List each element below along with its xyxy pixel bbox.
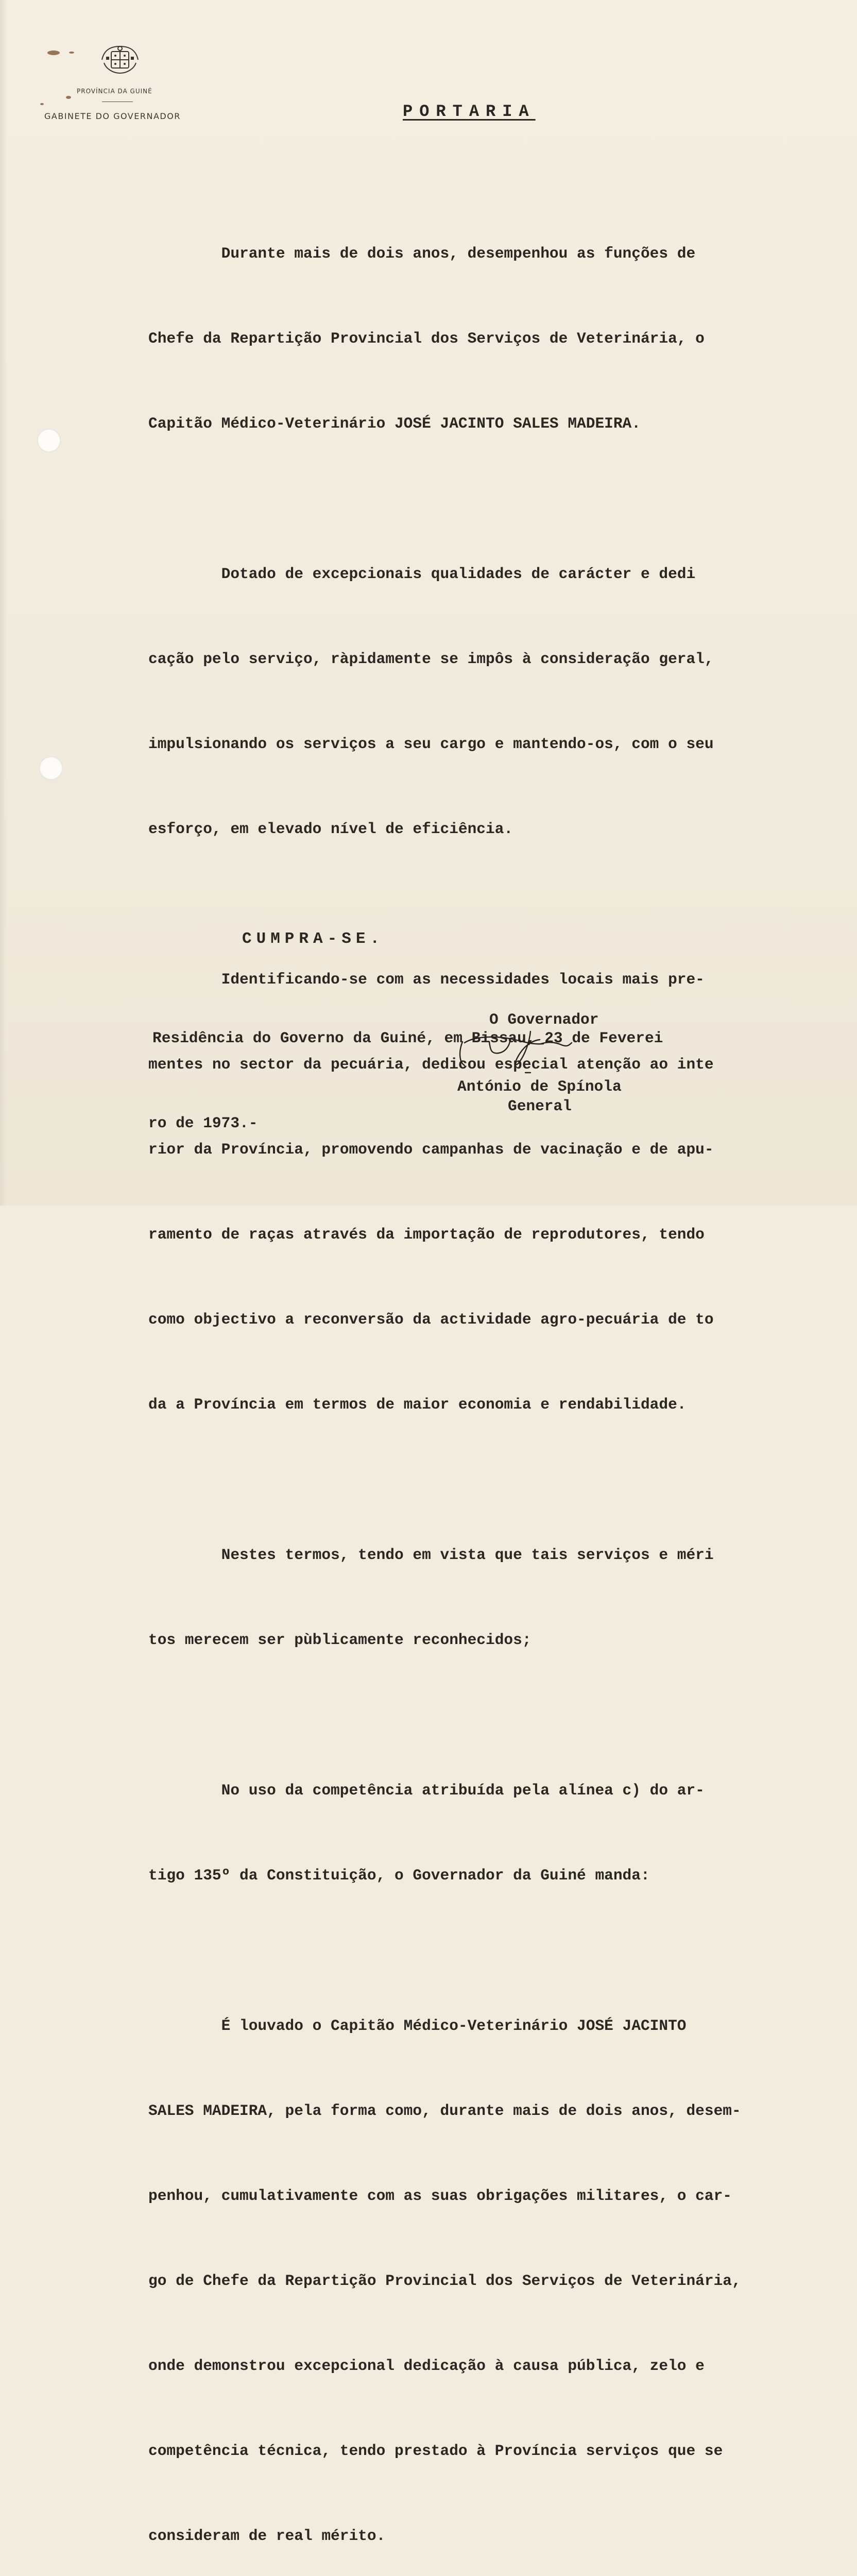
paper-edge-shadow [0, 0, 7, 1206]
signatory-title: O Governador [489, 1011, 599, 1028]
ink-spot [40, 103, 44, 105]
paragraph-gap [148, 1946, 802, 1955]
body-line: go de Chefe da Repartição Provincial dos Serviços de Veterinária, [148, 2272, 741, 2290]
paragraph-gap [148, 1476, 802, 1484]
body-line: esforço, em elevado nível de eficiência. [148, 820, 513, 838]
punch-hole [37, 429, 61, 452]
body-line: No uso da competência atribuída pela alínea c) do ar- [148, 1782, 705, 1799]
body-line: consideram de real mérito. [148, 2527, 386, 2545]
cumpra-se: CUMPRA-SE. [242, 930, 385, 948]
body-line: Dotado de excepcionais qualidades de carácter e dedi [148, 565, 696, 583]
signatory-name: António de Spínola [457, 1078, 622, 1095]
body-line: da a Província em termos de maior economia e rendabilidade. [148, 1396, 687, 1413]
body-line: Nestes termos, tendo em vista que tais serviços e méri [148, 1546, 714, 1564]
document-body [148, 183, 802, 2576]
handwritten-signature-icon [453, 1021, 618, 1078]
office-label: GABINETE DO GOVERNADOR [44, 111, 181, 121]
document-title: PORTARIA [403, 102, 536, 121]
body-line: Durante mais de dois anos, desempenhou as funções de [148, 245, 696, 262]
body-line: Chefe da Repartição Provincial dos Serviços de Veterinária, o [148, 330, 705, 347]
ink-spot [47, 50, 60, 55]
coat-of-arms-icon [99, 42, 141, 76]
body-line: ramento de raças através da importação de reprodutores, tendo [148, 1226, 705, 1243]
body-line: rior da Província, promovendo campanhas de vacinação e de apu- [148, 1141, 714, 1158]
residence-line: Residência do Governo da Guiné, em Bissau, 23 de Feverei [152, 1029, 663, 1047]
residence-line: ro de 1973.- [148, 1114, 258, 1132]
body-line: como objectivo a reconversão da actividade agro-pecuária de to [148, 1311, 714, 1328]
body-line: tigo 135º da Constituição, o Governador da Guiné manda: [148, 1867, 650, 1884]
punch-hole [39, 756, 63, 780]
province-label: PROVÍNCIA DA GUINÉ [77, 88, 152, 95]
body-line: mentes no sector da pecuária, dedicou especial atenção ao inte [148, 1056, 714, 1073]
ink-spot [69, 52, 74, 54]
paragraph-gap [148, 900, 802, 909]
body-line: SALES MADEIRA, pela forma como, durante mais de dois anos, desem- [148, 2102, 741, 2120]
body-line: impulsionando os serviços a seu cargo e mantendo-os, com o seu [148, 735, 714, 753]
header-rule [102, 101, 133, 102]
paragraph-gap [148, 1711, 802, 1720]
body-line: cação pelo serviço, ràpidamente se impôs à consideração geral, [148, 650, 714, 668]
body-line: Identificando-se com as necessidades locais mais pre- [148, 971, 705, 988]
body-line: onde demonstrou excepcional dedicação à causa pública, zelo e [148, 2357, 705, 2375]
body-line: penhou, cumulativamente com as suas obrigações militares, o car- [148, 2187, 732, 2205]
body-line: Capitão Médico-Veterinário JOSÉ JACINTO SALES MADEIRA. [148, 415, 641, 432]
body-line: tos merecem ser pùblicamente reconhecidos; [148, 1631, 532, 1649]
body-line: competência técnica, tendo prestado à Província serviços que se [148, 2442, 723, 2460]
body-line: É louvado o Capitão Médico-Veterinário JOSÉ JACINTO [148, 2017, 687, 2035]
signature-block [453, 1011, 622, 1116]
signatory-rank: General [508, 1097, 572, 1115]
ink-spot [66, 96, 71, 99]
paragraph-gap [148, 495, 802, 503]
